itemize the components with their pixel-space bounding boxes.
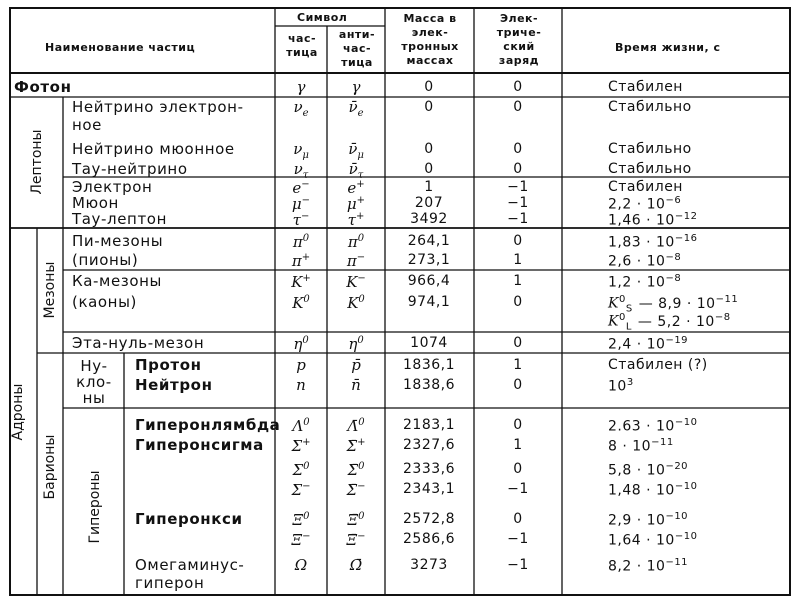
antiparticle-symbol: n̄ xyxy=(351,376,361,394)
particle-name: Протон xyxy=(135,356,202,374)
lifetime-value: $1,83 \cdot 10^{-16}$ xyxy=(608,233,698,251)
lifetime-value: Стабилен xyxy=(608,79,683,95)
group-hadrons: Адроны xyxy=(10,383,26,441)
antiparticle-symbol: Ξ̄− xyxy=(346,531,366,549)
particle-symbol: γ xyxy=(296,78,306,96)
charge-value: 0 xyxy=(513,461,523,477)
particle-symbol: $\nu_\mu$ xyxy=(293,140,309,161)
antiparticle-symbol: $\nū_\tau$ xyxy=(348,160,364,181)
particle-symbol: τ− xyxy=(292,211,310,229)
charge-value: 1 xyxy=(513,357,523,373)
particle-symbol: Ξ− xyxy=(291,531,311,549)
particle-symbol: $\eta^0$ xyxy=(293,335,309,353)
header-charge: Элек- триче- ский заряд xyxy=(496,12,542,67)
charge-value: −1 xyxy=(507,531,529,547)
particle-name: Ка-мезоны xyxy=(72,272,163,290)
particle-name: Нейтрино электрон- xyxy=(72,98,244,116)
particle-name: Электрон xyxy=(72,178,153,196)
header-particle: час- тица xyxy=(286,32,318,59)
particle-name: Нейтрон xyxy=(135,376,213,394)
particle-name: Пи-мезоны xyxy=(72,232,164,250)
mass-value: 1074 xyxy=(410,335,448,351)
particle-name: (пионы) xyxy=(72,251,139,269)
lifetime-value: $1,2 \cdot 10^{-8}$ xyxy=(608,273,682,291)
charge-value: 0 xyxy=(513,511,523,527)
mass-value: 0 xyxy=(424,161,434,177)
mass-value: 1 xyxy=(424,179,434,195)
particle-symbol: $\Xi^0$ xyxy=(292,511,310,529)
mass-value: 966,4 xyxy=(407,273,451,289)
lifetime-value: Стабильно xyxy=(608,141,692,157)
antiparticle-symbol: $\pi^0$ xyxy=(347,233,365,251)
particle-symbol: Σ− xyxy=(291,481,311,499)
lifetime-kaon-short: $K^0_S$ — $8,9 \cdot 10^{-11}$ xyxy=(608,294,739,315)
particle-name-cont: ное xyxy=(72,116,103,134)
antiparticle-symbol: π− xyxy=(346,252,366,270)
antiparticle-symbol: e+ xyxy=(347,179,365,197)
particle-name: Фотон xyxy=(14,78,72,96)
lifetime-value: $2.63 \cdot 10^{-10}$ xyxy=(608,417,698,435)
group-hyperons: Гипероны xyxy=(87,470,103,544)
mass-value: 0 xyxy=(424,79,434,95)
particle-name: Гиперонлямбда xyxy=(135,416,281,434)
header-name: Наименование частиц xyxy=(45,41,196,54)
antiparticle-symbol: K− xyxy=(346,273,366,291)
charge-value: 0 xyxy=(513,335,523,351)
particle-name: Омегаминус- xyxy=(135,556,245,574)
antiparticle-symbol: Σ̄+ xyxy=(346,437,366,455)
group-leptons: Лептоны xyxy=(29,129,45,195)
mass-value: 0 xyxy=(424,141,434,157)
charge-value: 0 xyxy=(513,161,523,177)
particle-name: Гиперонкси xyxy=(135,510,243,528)
charge-value: 1 xyxy=(513,273,523,289)
particle-symbol: $\pi^0$ xyxy=(292,233,310,251)
charge-value: 0 xyxy=(513,377,523,393)
particle-name: Нейтрино мюонное xyxy=(72,140,235,158)
charge-value: −1 xyxy=(507,557,529,573)
lifetime-value: $10^3$ xyxy=(608,377,634,395)
mass-value: 2343,1 xyxy=(403,481,455,497)
particle-symbol: μ− xyxy=(291,195,311,213)
mass-value: 273,1 xyxy=(407,252,451,268)
header-symbol: Символ xyxy=(297,11,348,24)
particle-symbol: e− xyxy=(292,179,310,197)
particle-symbol: $\Lambda^0$ xyxy=(292,417,310,435)
mass-value: 264,1 xyxy=(407,233,451,249)
particle-name: Гиперонсигма xyxy=(135,436,264,454)
lifetime-value: $2,9 \cdot 10^{-10}$ xyxy=(608,511,689,529)
charge-value: −1 xyxy=(507,211,529,227)
particle-symbol: K+ xyxy=(291,273,311,291)
lifetime-value: Стабильно xyxy=(608,99,692,115)
particle-symbol: $\nu_e$ xyxy=(293,98,309,119)
header-antiparticle: анти- час- тица xyxy=(338,28,376,69)
lifetime-value: Стабилен xyxy=(608,179,683,195)
particle-name: Мюон xyxy=(72,194,119,212)
antiparticle-symbol: μ+ xyxy=(346,195,366,213)
mass-value: 207 xyxy=(414,195,444,211)
particle-name: Тау-нейтрино xyxy=(72,160,188,178)
mass-value: 0 xyxy=(424,99,434,115)
antiparticle-symbol: Σ̄$^0$ xyxy=(347,461,365,479)
particle-name-cont: гиперон xyxy=(135,574,205,592)
mass-value: 2327,6 xyxy=(403,437,455,453)
mass-value: 3273 xyxy=(410,557,448,573)
mass-value: 1836,1 xyxy=(403,357,455,373)
charge-value: 0 xyxy=(513,233,523,249)
charge-value: 0 xyxy=(513,79,523,95)
lifetime-value: Стабилен (?) xyxy=(608,357,708,373)
particle-name: (каоны) xyxy=(72,293,137,311)
particle-symbol: Ω xyxy=(294,556,308,574)
group-mesons: Мезоны xyxy=(42,261,58,319)
charge-value: −1 xyxy=(507,481,529,497)
charge-value: 0 xyxy=(513,141,523,157)
particle-symbol: n xyxy=(296,376,306,394)
antiparticle-symbol: Ω̄ xyxy=(349,556,363,574)
group-nucleons: Ну- кло- ны xyxy=(76,357,112,407)
charge-value: 1 xyxy=(513,437,523,453)
particle-symbol: $\Sigma^0$ xyxy=(292,461,310,479)
particle-symbol: $K^0$ xyxy=(292,294,310,312)
lifetime-value: $2,2 \cdot 10^{-6}$ xyxy=(608,195,682,213)
antiparticle-symbol: Ξ̄$^0$ xyxy=(347,511,365,529)
mass-value: 974,1 xyxy=(407,294,451,310)
lifetime-kaon-long: $K^0_L$ — $5,2 \cdot 10^{-8}$ xyxy=(608,312,731,333)
lifetime-value: $2,4 \cdot 10^{-19}$ xyxy=(608,335,689,353)
mass-value: 2333,6 xyxy=(403,461,455,477)
particle-symbol: $\nu_\tau$ xyxy=(293,160,309,181)
antiparticle-symbol: γ xyxy=(351,78,361,96)
lifetime-value: $8,2 \cdot 10^{-11}$ xyxy=(608,557,689,575)
antiparticle-symbol: $\eta^0$ xyxy=(348,335,364,353)
header-lifetime: Время жизни, с xyxy=(615,41,721,54)
mass-value: 2183,1 xyxy=(403,417,455,433)
charge-value: 0 xyxy=(513,294,523,310)
antiparticle-symbol: $\nū_\mu$ xyxy=(348,140,364,161)
charge-value: 1 xyxy=(513,252,523,268)
lifetime-value: $5,8 \cdot 10^{-20}$ xyxy=(608,461,689,479)
lifetime-value: Стабильно xyxy=(608,161,692,177)
particle-name: Тау-лептон xyxy=(72,210,167,228)
particle-name: Эта-нуль-мезон xyxy=(72,334,205,352)
mass-value: 1838,6 xyxy=(403,377,455,393)
charge-value: −1 xyxy=(507,179,529,195)
mass-value: 2572,8 xyxy=(403,511,455,527)
charge-value: 0 xyxy=(513,99,523,115)
antiparticle-symbol: Λ̄$^0$ xyxy=(347,417,365,435)
lifetime-value: $1,64 \cdot 10^{-10}$ xyxy=(608,531,698,549)
lifetime-value: $2,6 \cdot 10^{-8}$ xyxy=(608,252,682,270)
lifetime-value: $1,48 \cdot 10^{-10}$ xyxy=(608,481,698,499)
antiparticle-symbol: p̄ xyxy=(351,356,361,374)
lifetime-value: $1,46 \cdot 10^{-12}$ xyxy=(608,211,698,229)
antiparticle-symbol: $\nū_e$ xyxy=(348,98,364,119)
antiparticle-symbol: Σ̄− xyxy=(346,481,366,499)
mass-value: 2586,6 xyxy=(403,531,455,547)
charge-value: 0 xyxy=(513,417,523,433)
lifetime-value: $8 \cdot 10^{-11}$ xyxy=(608,437,674,455)
header-mass: Масса в элек- тронных массах xyxy=(401,12,459,67)
charge-value: −1 xyxy=(507,195,529,211)
mass-value: 3492 xyxy=(410,211,448,227)
antiparticle-symbol: $K^0$ xyxy=(347,294,365,312)
particle-symbol: p xyxy=(296,356,306,374)
particle-symbol: π+ xyxy=(291,252,311,270)
antiparticle-symbol: τ+ xyxy=(347,211,365,229)
group-baryons: Барионы xyxy=(42,434,58,500)
particle-symbol: Σ+ xyxy=(291,437,311,455)
